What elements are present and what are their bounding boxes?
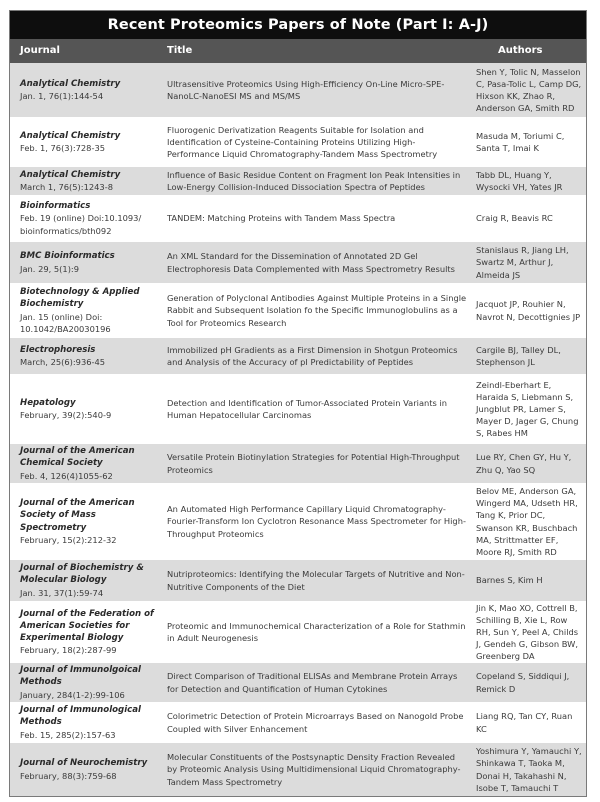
paper-authors-text: Shen Y, Tolic N, Masselon C, Pasa-Tolic L, Camp DG, Hixson KK, Zhao R, Anderson GA, Smith RD — [476, 66, 582, 114]
journal-name: Journal of Immunological Methods — [20, 705, 141, 728]
paper-title — [167, 663, 467, 702]
journal-citation: Jan. 31, 37(1):59-74 — [20, 587, 104, 598]
paper-title-text: Fluorogenic Derivatization Reagents Suitable for Isolation and Identification of Cysteine-Containing Proteins Utilizing High-Performance Liquid Chromatography-Tandem Mass Spectrometry — [167, 124, 438, 160]
paper-title-text: Generation of Polyclonal Antibodies Against Multiple Proteins in a Single Rabbit and Subsequent Isolation fo the Specific Immunoglobulins as a Tool for Proteomics Research — [167, 293, 467, 328]
journal-citation: January, 284(1-2):99-106 — [20, 689, 125, 700]
table-row — [10, 374, 586, 444]
paper-authors-text: Liang RQ, Tan CY, Ruan KC — [476, 711, 573, 734]
paper-authors — [476, 663, 584, 702]
paper-authors-text: Tabb DL, Huang Y, Wysocki VH, Yates JR — [476, 169, 563, 192]
paper-authors-text: Zeindl-Eberhart E, Haraida S, Liebmann S, Jungblut PR, Lamer S, Mayer D, Jager G, Chung S, Rabes HM — [476, 379, 579, 439]
table-row — [10, 743, 586, 796]
journal-cell — [20, 743, 165, 796]
paper-authors — [476, 63, 584, 117]
journal-citation: Jan. 29, 5(1):9 — [20, 263, 80, 274]
paper-authors — [476, 743, 584, 796]
journal-cell — [20, 283, 165, 338]
paper-title-text: Colorimetric Detection of Protein Microarrays Based on Nanogold Probe Coupled with Silver Enhancement — [167, 711, 464, 734]
paper-title-text: An XML Standard for the Dissemination of Annotated 2D Gel Electrophoresis Data Complemented with Mass Spectrometry Results — [167, 251, 455, 274]
journal-cell — [20, 63, 165, 117]
journal-citation: February, 39(2):540-9 — [20, 410, 112, 420]
paper-title — [167, 702, 467, 743]
journal-citation: March, 25(6):936-45 — [20, 357, 106, 367]
table-row — [10, 702, 586, 743]
journal-cell — [20, 444, 165, 483]
paper-title — [167, 444, 467, 483]
paper-authors — [476, 601, 584, 663]
column-header-row — [10, 39, 586, 63]
paper-authors — [476, 560, 584, 601]
paper-authors-text: Cargile BJ, Talley DL, Stephenson JL — [476, 344, 561, 367]
paper-title — [167, 283, 467, 338]
journal-citation: Jan. 15 (online) Doi: 10.1042/BA20030196 — [20, 311, 111, 334]
paper-title — [167, 195, 467, 242]
column-header-authors: Authors — [498, 45, 543, 56]
column-header-journal: Journal — [20, 45, 60, 56]
journal-name: Biotechnology & Applied Biochemistry — [20, 287, 140, 310]
journal-cell — [20, 560, 165, 601]
paper-title-text: Proteomic and Immunochemical Characterization of a Role for Stathmin in Adult Neurogenesis — [167, 620, 466, 643]
table-body — [10, 63, 586, 796]
paper-title-text: Molecular Constituents of the Postsynaptic Density Fraction Revealed by Proteomic Analysis Using Multidimensional Liquid Chromatography-Tandem Mass Spectrometry — [167, 752, 461, 787]
paper-authors — [476, 167, 584, 195]
paper-authors — [476, 374, 584, 444]
table-row — [10, 601, 586, 663]
paper-title — [167, 167, 467, 195]
journal-citation: February, 18(2):287-99 — [20, 645, 117, 656]
journal-cell — [20, 663, 165, 702]
table-row — [10, 117, 586, 167]
paper-authors — [476, 242, 584, 283]
journal-citation: Feb. 4, 126(4)1055-62 — [20, 470, 113, 481]
paper-title — [167, 117, 467, 167]
paper-title-text: An Automated High Performance Capillary Liquid Chromatography-Fourier-Transform Ion Cyclotron Resonance Mass Spectrometer for High-Throughput Proteomics — [167, 504, 466, 539]
paper-title-text: Detection and Identification of Tumor-Associated Protein Variants in Human Hepatocellular Carcinomas — [167, 397, 448, 420]
table-title: Recent Proteomics Papers of Note (Part I: A-J) — [10, 11, 586, 39]
table-row — [10, 663, 586, 702]
journal-cell — [20, 601, 165, 663]
paper-authors — [476, 338, 584, 374]
journal-name: Journal of the American Society of Mass Spectrometry — [20, 498, 135, 533]
paper-authors-text: Lue RY, Chen GY, Hu Y, Zhu Q, Yao SQ — [476, 452, 572, 475]
paper-title-text: Ultrasensitive Proteomics Using High-Efficiency On-Line Micro-SPE-NanoLC-NanoESI MS and MS/MS — [167, 78, 445, 101]
journal-name: Journal of Neurochemistry — [20, 758, 148, 769]
journal-cell — [20, 702, 165, 743]
paper-title — [167, 338, 467, 374]
journal-cell — [20, 195, 165, 242]
papers-table — [9, 10, 587, 797]
paper-title-text: Influence of Basic Residue Content on Fragment Ion Peak Intensities in Low-Energy Collision-Induced Dissociation Spectra of Peptides — [167, 169, 461, 192]
journal-cell — [20, 483, 165, 560]
paper-title — [167, 601, 467, 663]
paper-title-text: Versatile Protein Biotinylation Strategies for Potential High-Throughput Proteomics — [167, 452, 460, 475]
paper-title-text: Direct Comparison of Traditional ELISAs and Membrane Protein Arrays for Detection and Quantification of Human Cytokines — [167, 671, 458, 694]
paper-authors-text: Stanislaus R, Jiang LH, Swartz M, Arthur J, Almeida JS — [476, 245, 569, 280]
paper-title — [167, 560, 467, 601]
paper-authors-text: Jacquot JP, Rouhier N, Navrot N, Decottignies JP — [476, 299, 581, 322]
journal-name: Journal of Biochemistry & Molecular Biology — [20, 563, 144, 586]
journal-citation: Feb. 19 (online) Doi:10.1093/ bioinformatics/bth092 — [20, 213, 142, 236]
table-row — [10, 283, 586, 338]
journal-cell — [20, 167, 165, 195]
paper-title — [167, 63, 467, 117]
journal-name: Journal of the Federation of American Societies for Experimental Biology — [20, 608, 154, 643]
journal-name: Hepatology — [20, 397, 76, 408]
table-row — [10, 483, 586, 560]
paper-authors — [476, 117, 584, 167]
journal-cell — [20, 242, 165, 283]
paper-authors — [476, 702, 584, 743]
paper-authors-text: Copeland S, Siddiqui J, Remick D — [476, 671, 570, 694]
paper-authors-text: Craig R, Beavis RC — [476, 213, 553, 224]
journal-citation: March 1, 76(5):1243-8 — [20, 182, 113, 192]
paper-authors — [476, 283, 584, 338]
paper-title-text: Immobilized pH Gradients as a First Dimension in Shotgun Proteomics and Analysis of the Accuracy of pI Predictability of Peptides — [167, 344, 458, 367]
table-row — [10, 338, 586, 374]
journal-name: Journal of Immunolgoical Methods — [20, 665, 141, 688]
journal-cell — [20, 338, 165, 374]
paper-title-text: TANDEM: Matching Proteins with Tandem Mass Spectra — [167, 213, 396, 224]
table-row — [10, 167, 586, 195]
paper-authors — [476, 195, 584, 242]
journal-name: BMC Bioinformatics — [20, 251, 115, 262]
paper-authors-text: Yoshimura Y, Yamauchi Y, Shinkawa T, Taoka M, Donai H, Takahashi N, Isobe T, Tamauchi T — [476, 746, 582, 793]
paper-title — [167, 483, 467, 560]
paper-authors-text: Jin K, Mao XO, Cottrell B, Schilling B, Xie L, Row RH, Sun Y, Peel A, Childs J, Gendeh G, Gibson BW, Greenberg DA — [476, 602, 579, 662]
paper-authors — [476, 483, 584, 560]
table-row — [10, 195, 586, 242]
journal-citation: February, 15(2):212-32 — [20, 534, 117, 545]
paper-title — [167, 374, 467, 444]
journal-cell — [20, 374, 165, 444]
paper-authors-text: Barnes S, Kim H — [476, 575, 543, 586]
column-header-title: Title — [167, 45, 193, 56]
paper-title — [167, 743, 467, 796]
paper-title — [167, 242, 467, 283]
table-row — [10, 560, 586, 601]
journal-citation: February, 88(3):759-68 — [20, 770, 117, 781]
table-row — [10, 63, 586, 117]
journal-name: Electrophoresis — [20, 344, 96, 355]
journal-name: Analytical Chemistry — [20, 169, 121, 180]
journal-name: Bioinformatics — [20, 201, 91, 212]
paper-authors — [476, 444, 584, 483]
journal-cell — [20, 117, 165, 167]
journal-name: Journal of the American Chemical Society — [20, 446, 135, 469]
journal-citation: Feb. 1, 76(3):728-35 — [20, 143, 106, 153]
journal-citation: Jan. 1, 76(1):144-54 — [20, 91, 104, 101]
paper-authors-text: Masuda M, Toriumi C, Santa T, Imai K — [476, 130, 565, 153]
paper-title-text: Nutriproteomics: Identifying the Molecular Targets of Nutritive and Non-Nutritive Components of the Diet — [167, 569, 465, 592]
journal-citation: Feb. 15, 285(2):157-63 — [20, 729, 116, 740]
table-row — [10, 242, 586, 283]
table-row — [10, 444, 586, 483]
journal-name: Analytical Chemistry — [20, 78, 121, 89]
journal-name: Analytical Chemistry — [20, 130, 121, 141]
paper-authors-text: Belov ME, Anderson GA, Wingerd MA, Udseth HR, Tang K, Prior DC, Swanson KR, Buschbach MA, Strittmatter EF, Moore RJ, Smith RD — [476, 486, 578, 557]
